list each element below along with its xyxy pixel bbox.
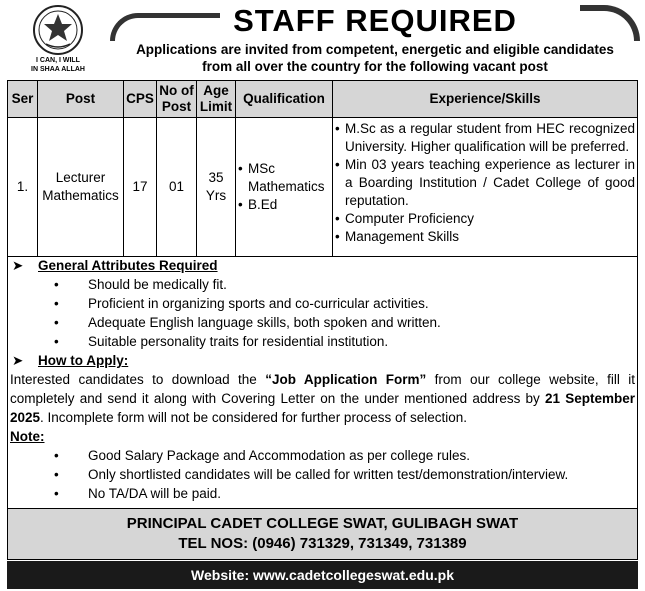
how-to-apply-heading: ➤ How to Apply: <box>12 353 129 368</box>
header-cps: CPS <box>124 81 157 118</box>
header-no-of-post: No of Post <box>157 81 197 118</box>
experience-item: • Min 03 years teaching experience as lecturer in a Boarding Institution / Cadet College of good reputation. <box>335 156 635 210</box>
header-qualification: Qualification <box>236 81 333 118</box>
cell-no-of-post: 01 <box>157 118 197 257</box>
experience-item: • Computer Proficiency <box>335 210 635 228</box>
cell-qualification <box>236 118 333 257</box>
details-section <box>7 256 638 508</box>
experience-item: • Management Skills <box>335 228 635 246</box>
subtitle <box>110 41 640 75</box>
list-item: • Should be medically fit. <box>8 275 637 294</box>
list-item: • Good Salary Package and Accommodation as per college rules. <box>8 446 637 465</box>
note-heading: Note: <box>10 429 45 444</box>
college-crest-icon <box>32 4 84 56</box>
cell-post: Lecturer Mathematics <box>38 118 124 257</box>
table-row <box>8 118 638 257</box>
cell-age-limit: 35 Yrs <box>197 118 236 257</box>
list-item: • Suitable personality traits for residential institution. <box>8 332 637 351</box>
general-attributes-list <box>8 275 637 351</box>
website-bar: Website: www.cadetcollegeswat.edu.pk <box>7 561 638 589</box>
arrow-icon: ➤ <box>12 353 24 368</box>
header-age-limit: Age Limit <box>197 81 236 118</box>
header-post: Post <box>38 81 124 118</box>
phone-numbers: TEL NOS: (0946) 731329, 731349, 731389 <box>178 535 467 552</box>
notes-list <box>8 446 637 503</box>
cell-cps: 17 <box>124 118 157 257</box>
vacancy-table <box>7 80 638 257</box>
arrow-icon: ➤ <box>12 258 24 273</box>
address: PRINCIPAL CADET COLLEGE SWAT, GULIBAGH SWAT <box>126 515 519 532</box>
cell-experience <box>333 118 638 257</box>
list-item: • No TA/DA will be paid. <box>8 484 637 503</box>
subtitle-line1: Applications are invited from competent, energetic and eligible candidates <box>136 42 614 57</box>
header-ser: Ser <box>8 81 38 118</box>
general-attributes-heading: ➤ General Attributes Required <box>12 258 218 273</box>
contact-footer <box>7 508 638 560</box>
table-header-row <box>8 81 638 118</box>
page-title: STAFF REQUIRED <box>233 3 517 38</box>
subtitle-line2: from all over the country for the following vacant post <box>202 59 548 74</box>
motto-line1: I CAN, I WILL <box>36 57 80 64</box>
cell-ser: 1. <box>8 118 38 257</box>
college-logo <box>8 4 108 74</box>
list-item: • Adequate English language skills, both spoken and written. <box>8 313 637 332</box>
deadline-date: 21 September 2025 <box>10 391 635 425</box>
experience-item: • M.Sc as a regular student from HEC recognized University. Higher qualification will be preferred. <box>335 120 635 156</box>
qualification-item: • B.Ed <box>238 196 330 214</box>
qualification-item: • MSc Mathematics <box>238 160 330 196</box>
list-item: • Proficient in organizing sports and co-curricular activities. <box>8 294 637 313</box>
apply-instructions: Interested candidates to download the “Job Application Form” from our college website, fill it completely and send it along with Covering Letter on the under mentioned address by 21 September 2025. Incomplete form will not be considered for further process of selection. <box>10 372 635 425</box>
motto-line2: IN SHAA ALLAH <box>31 66 85 73</box>
list-item: • Only shortlisted candidates will be called for written test/demonstration/interview. <box>8 465 637 484</box>
header-experience: Experience/Skills <box>333 81 638 118</box>
form-name: “Job Application Form” <box>265 372 427 387</box>
